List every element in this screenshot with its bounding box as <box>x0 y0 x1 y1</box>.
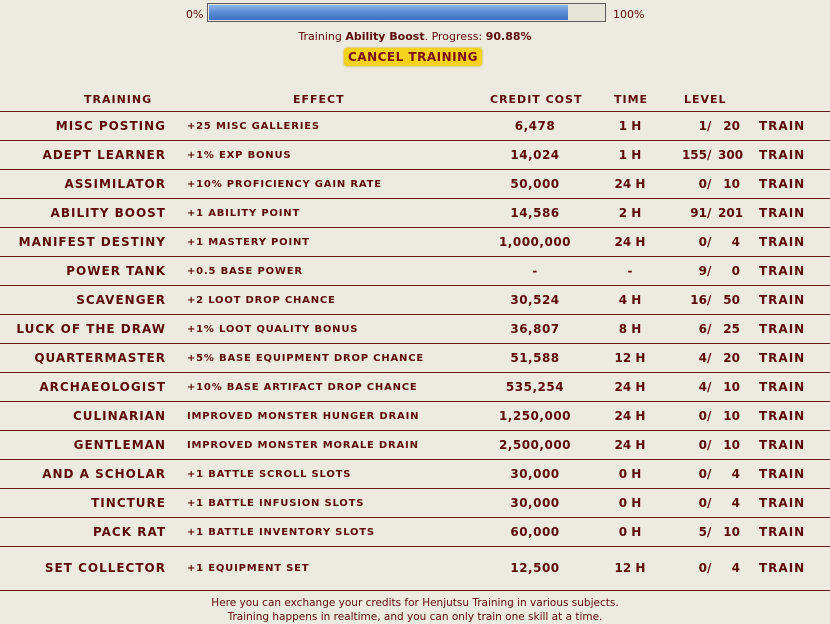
skill-effect: +1 EQUIPMENT SET <box>187 563 310 574</box>
level-separator: / <box>707 380 712 394</box>
training-time: 24 H <box>614 409 646 423</box>
level-separator: / <box>707 119 712 133</box>
skill-effect: +1% LOOT QUALITY BONUS <box>187 324 359 335</box>
skill-effect: +1 ABILITY POINT <box>187 208 301 219</box>
train-button[interactable]: TRAIN <box>759 496 806 510</box>
credit-cost: 60,000 <box>510 525 560 539</box>
current-level: 0 <box>698 496 707 510</box>
table-row <box>0 517 830 546</box>
training-time: 8 H <box>618 322 642 336</box>
skill-effect: +1 BATTLE SCROLL SLOTS <box>187 469 352 480</box>
table-header <box>0 93 830 107</box>
current-level: 0 <box>698 177 707 191</box>
train-button[interactable]: TRAIN <box>759 148 806 162</box>
level-separator: / <box>707 206 712 220</box>
train-button[interactable]: TRAIN <box>759 467 806 481</box>
current-level: 4 <box>698 351 707 365</box>
credit-cost: 50,000 <box>510 177 560 191</box>
current-level: 1 <box>698 119 707 133</box>
skill-name: ARCHAEOLOGIST <box>39 380 166 394</box>
header-time: TIME <box>614 93 649 106</box>
level-separator: / <box>707 409 712 423</box>
level-separator: / <box>707 264 712 278</box>
credit-cost: 14,586 <box>510 206 560 220</box>
max-level: 10 <box>723 525 740 539</box>
header-effect: EFFECT <box>293 93 345 106</box>
level-separator: / <box>707 467 712 481</box>
max-level: 4 <box>731 496 740 510</box>
level-separator: / <box>707 525 712 539</box>
training-time: 24 H <box>614 235 646 249</box>
train-button[interactable]: TRAIN <box>759 206 806 220</box>
max-level: 20 <box>723 351 740 365</box>
current-level: 6 <box>698 322 707 336</box>
credit-cost: 14,024 <box>510 148 560 162</box>
train-button[interactable]: TRAIN <box>759 119 806 133</box>
train-button[interactable]: TRAIN <box>759 177 806 191</box>
skill-effect: +1% EXP BONUS <box>187 150 292 161</box>
table-row <box>0 285 830 314</box>
table-row <box>0 314 830 343</box>
cancel-training-button[interactable]: CANCEL TRAINING <box>344 48 482 66</box>
max-level: 4 <box>731 561 740 575</box>
skill-effect: +1 BATTLE INVENTORY SLOTS <box>187 527 375 538</box>
skill-name: MISC POSTING <box>55 119 166 133</box>
training-progress <box>0 3 830 25</box>
level-separator: / <box>707 293 712 307</box>
credit-cost: 2,500,000 <box>498 438 572 452</box>
credit-cost: 51,588 <box>510 351 560 365</box>
status-prefix: Training <box>298 30 346 43</box>
skill-effect: +0.5 BASE POWER <box>187 266 303 277</box>
training-time: 24 H <box>614 438 646 452</box>
training-time: 24 H <box>614 380 646 394</box>
table-row <box>0 256 830 285</box>
footer-line-1: Here you can exchange your credits for Henjutsu Training in various subjects. <box>211 597 619 609</box>
training-time: 4 H <box>618 293 642 307</box>
train-button[interactable]: TRAIN <box>759 561 806 575</box>
max-level: 25 <box>723 322 740 336</box>
credit-cost: 12,500 <box>510 561 560 575</box>
table-row <box>0 227 830 256</box>
credit-cost: 1,250,000 <box>498 409 572 423</box>
train-button[interactable]: TRAIN <box>759 409 806 423</box>
skill-effect: +2 LOOT DROP CHANCE <box>187 295 336 306</box>
train-button[interactable]: TRAIN <box>759 264 806 278</box>
max-level: 4 <box>731 467 740 481</box>
train-button[interactable]: TRAIN <box>759 438 806 452</box>
header-credit-cost: CREDIT COST <box>490 93 583 106</box>
status-mid: . Progress: <box>424 30 486 43</box>
skill-effect: +1 BATTLE INFUSION SLOTS <box>187 498 365 509</box>
train-button[interactable]: TRAIN <box>759 380 806 394</box>
credit-cost: 30,524 <box>510 293 560 307</box>
skill-name: ASSIMILATOR <box>64 177 166 191</box>
header-level: LEVEL <box>684 93 727 106</box>
current-level: 0 <box>698 438 707 452</box>
current-level: 5 <box>698 525 707 539</box>
credit-cost: - <box>532 264 538 278</box>
progress-bar-fill <box>209 5 568 20</box>
footer-info <box>0 596 830 624</box>
skill-name: ABILITY BOOST <box>50 206 166 220</box>
training-time: - <box>627 264 633 278</box>
current-level: 0 <box>698 467 707 481</box>
train-button[interactable]: TRAIN <box>759 235 806 249</box>
skill-name: LUCK OF THE DRAW <box>16 322 166 336</box>
skill-name: TINCTURE <box>91 496 166 510</box>
training-time: 12 H <box>614 561 646 575</box>
table-row <box>0 343 830 372</box>
credit-cost: 30,000 <box>510 467 560 481</box>
training-time: 2 H <box>618 206 642 220</box>
table-row <box>0 546 830 591</box>
level-separator: / <box>707 322 712 336</box>
training-time: 0 H <box>618 467 642 481</box>
train-button[interactable]: TRAIN <box>759 351 806 365</box>
current-level: 0 <box>698 561 707 575</box>
credit-cost: 6,478 <box>514 119 556 133</box>
progress-start-label: 0% <box>186 8 204 21</box>
skill-name: SCAVENGER <box>76 293 166 307</box>
max-level: 10 <box>723 409 740 423</box>
max-level: 20 <box>723 119 740 133</box>
max-level: 300 <box>718 148 744 162</box>
current-level: 0 <box>698 235 707 249</box>
skill-effect: +25 MISC GALLERIES <box>187 121 320 132</box>
level-separator: / <box>707 148 712 162</box>
credit-cost: 535,254 <box>505 380 565 394</box>
credit-cost: 1,000,000 <box>498 235 572 249</box>
level-separator: / <box>707 438 712 452</box>
max-level: 50 <box>723 293 740 307</box>
table-row <box>0 430 830 459</box>
current-level: 155 <box>681 148 707 162</box>
current-level: 16 <box>690 293 707 307</box>
progress-percent: 90.88% <box>485 30 532 43</box>
table-row <box>0 198 830 227</box>
skill-name: AND A SCHOLAR <box>42 467 166 481</box>
current-level: 91 <box>690 206 707 220</box>
skill-effect: +10% PROFICIENCY GAIN RATE <box>187 179 382 190</box>
train-button[interactable]: TRAIN <box>759 322 806 336</box>
max-level: 10 <box>723 438 740 452</box>
max-level: 4 <box>731 235 740 249</box>
training-time: 0 H <box>618 525 642 539</box>
level-separator: / <box>707 177 712 191</box>
training-time: 1 H <box>618 148 642 162</box>
table-row <box>0 488 830 517</box>
table-row <box>0 401 830 430</box>
training-time: 1 H <box>618 119 642 133</box>
training-time: 12 H <box>614 351 646 365</box>
skill-effect: IMPROVED MONSTER MORALE DRAIN <box>187 440 419 451</box>
progress-bar <box>207 3 606 22</box>
credit-cost: 36,807 <box>510 322 560 336</box>
skill-name: PACK RAT <box>92 525 166 539</box>
train-button[interactable]: TRAIN <box>759 525 806 539</box>
training-time: 0 H <box>618 496 642 510</box>
table-row <box>0 140 830 169</box>
level-separator: / <box>707 235 712 249</box>
current-level: 9 <box>698 264 707 278</box>
skill-effect: +5% BASE EQUIPMENT DROP CHANCE <box>187 353 424 364</box>
training-time: 24 H <box>614 177 646 191</box>
level-separator: / <box>707 351 712 365</box>
table-row <box>0 459 830 488</box>
skill-name: CULINARIAN <box>72 409 166 423</box>
skill-name: POWER TANK <box>66 264 166 278</box>
skill-name: SET COLLECTOR <box>44 561 166 575</box>
training-status <box>0 30 830 43</box>
table-row <box>0 169 830 198</box>
current-level: 0 <box>698 409 707 423</box>
train-button[interactable]: TRAIN <box>759 293 806 307</box>
skill-effect: IMPROVED MONSTER HUNGER DRAIN <box>187 411 420 422</box>
level-separator: / <box>707 496 712 510</box>
max-level: 10 <box>723 380 740 394</box>
skill-name: MANIFEST DESTINY <box>18 235 166 249</box>
skill-name: GENTLEMAN <box>73 438 166 452</box>
footer-line-2: Training happens in realtime, and you can only train one skill at a time. <box>227 611 603 623</box>
max-level: 201 <box>718 206 744 220</box>
progress-end-label: 100% <box>613 8 645 21</box>
skill-name: QUARTERMASTER <box>34 351 166 365</box>
table-row <box>0 372 830 401</box>
header-training: TRAINING <box>84 93 153 106</box>
table-row <box>0 111 830 140</box>
credit-cost: 30,000 <box>510 496 560 510</box>
skill-effect: +10% BASE ARTIFACT DROP CHANCE <box>187 382 418 393</box>
skill-name: ADEPT LEARNER <box>42 148 166 162</box>
current-level: 4 <box>698 380 707 394</box>
level-separator: / <box>707 561 712 575</box>
max-level: 10 <box>723 177 740 191</box>
training-table <box>0 111 830 591</box>
skill-effect: +1 MASTERY POINT <box>187 237 310 248</box>
max-level: 0 <box>731 264 740 278</box>
training-skill-name: Ability Boost <box>345 30 425 43</box>
